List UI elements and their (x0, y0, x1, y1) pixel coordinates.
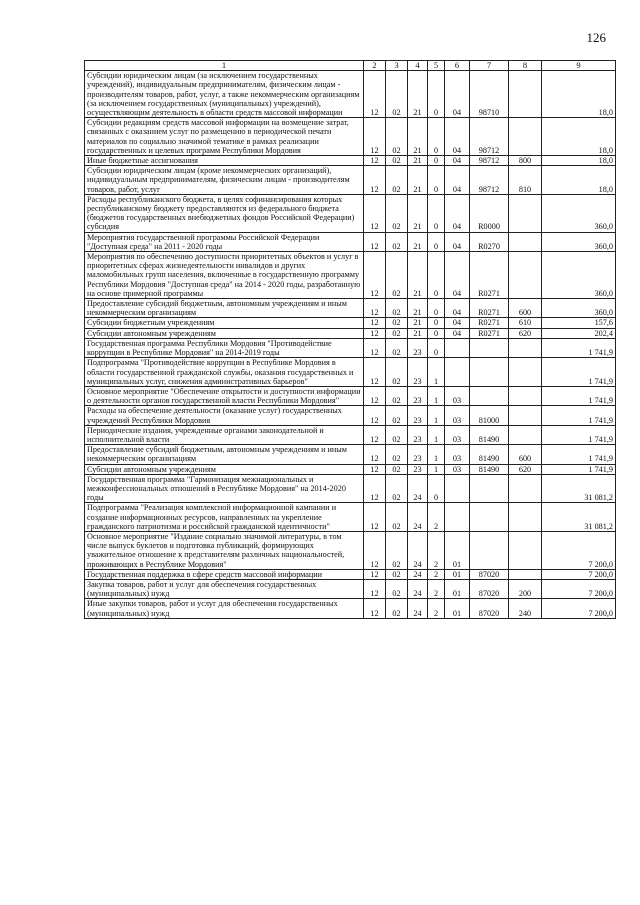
row-description: Основное мероприятие "Издание социально значимой литературы, в том числе выпуск буклетов и подготовка публикаций, формирующих уважительное отношение к представителям различных национальностей, проживающих в Республике Мордовия" (85, 531, 364, 569)
cell-col-9: 31 081,2 (542, 503, 616, 532)
cell-col-2: 12 (364, 531, 386, 569)
cell-col-8 (509, 194, 542, 232)
table-row (85, 358, 616, 387)
cell-col-3: 02 (386, 503, 408, 532)
table-row (85, 531, 616, 569)
cell-col-5: 0 (428, 166, 445, 195)
row-description: Расходы на обеспечение деятельности (оказание услуг) государственных учреждений Республики Мордовия (85, 406, 364, 425)
table-row (85, 252, 616, 299)
cell-col-6: 01 (445, 579, 470, 598)
cell-col-9: 157,6 (542, 318, 616, 328)
cell-col-3: 02 (386, 166, 408, 195)
cell-col-6: 03 (445, 386, 470, 405)
cell-col-6: 03 (445, 445, 470, 464)
cell-col-5: 0 (428, 118, 445, 156)
table-row (85, 299, 616, 318)
cell-col-4: 23 (408, 445, 428, 464)
table-row (85, 156, 616, 166)
row-description: Закупка товаров, работ и услуг для обеспечения государственных (муниципальных) нужд (85, 579, 364, 598)
cell-col-9: 360,0 (542, 299, 616, 318)
cell-col-7 (470, 338, 509, 357)
table-body (85, 71, 616, 619)
cell-col-4: 21 (408, 71, 428, 118)
table-row (85, 318, 616, 328)
cell-col-8 (509, 425, 542, 444)
cell-col-2: 12 (364, 445, 386, 464)
cell-col-9: 1 741,9 (542, 406, 616, 425)
table-row (85, 118, 616, 156)
table-row (85, 425, 616, 444)
row-description: Субсидии редакциям средств массовой информации на возмещение затрат, связанных с оказанием услуг по размещению в периодической печати материалов по социально значимой тематике в рамках реализации государственных и целевых программ Республики Мордовия (85, 118, 364, 156)
table-row (85, 232, 616, 251)
cell-col-7 (470, 531, 509, 569)
cell-col-7: R0270 (470, 232, 509, 251)
cell-col-6: 04 (445, 318, 470, 328)
table-row (85, 386, 616, 405)
row-description: Субсидии юридическим лицам (за исключением государственных учреждений), индивидуальным предпринимателям, физическим лицам - производителям товаров, работ, услуг, а также некоммерческим организациям (за исключением государственных (муниципальных) учреждений), осуществляющим деятельность в области средств массовой информации (85, 71, 364, 118)
column-header-7: 7 (470, 61, 509, 71)
cell-col-2: 12 (364, 232, 386, 251)
cell-col-7: R0271 (470, 318, 509, 328)
table-row (85, 474, 616, 503)
cell-col-3: 02 (386, 531, 408, 569)
cell-col-4: 24 (408, 531, 428, 569)
column-header-8: 8 (509, 61, 542, 71)
cell-col-7: 87020 (470, 569, 509, 579)
cell-col-8 (509, 358, 542, 387)
cell-col-4: 23 (408, 464, 428, 474)
table-row (85, 445, 616, 464)
row-description: Государственная программа Республики Мордовия "Противодействие коррупции в Республике Мордовия" на 2014-2019 годы (85, 338, 364, 357)
column-header-1: 1 (85, 61, 364, 71)
row-description: Иные закупки товаров, работ и услуг для обеспечения государственных (муниципальных) нужд (85, 599, 364, 618)
cell-col-5: 2 (428, 599, 445, 618)
cell-col-4: 23 (408, 338, 428, 357)
row-description: Предоставление субсидий бюджетным, автономным учреждениям и иным некоммерческим организациям (85, 299, 364, 318)
cell-col-6: 04 (445, 71, 470, 118)
cell-col-4: 21 (408, 194, 428, 232)
cell-col-3: 02 (386, 328, 408, 338)
cell-col-5: 0 (428, 328, 445, 338)
row-description: Основное мероприятие "Обеспечение открытости и доступности информации о деятельности органов государственной власти Республики Мордовия" (85, 386, 364, 405)
cell-col-9: 18,0 (542, 156, 616, 166)
cell-col-2: 12 (364, 328, 386, 338)
cell-col-9: 7 200,0 (542, 579, 616, 598)
row-description: Субсидии юридическим лицам (кроме некоммерческих организаций), индивидуальным предпринимателям, физическим лицам - производителям товаров, работ, услуг (85, 166, 364, 195)
cell-col-3: 02 (386, 318, 408, 328)
cell-col-9: 7 200,0 (542, 531, 616, 569)
cell-col-7: 87020 (470, 599, 509, 618)
cell-col-3: 02 (386, 464, 408, 474)
cell-col-2: 12 (364, 118, 386, 156)
row-description: Мероприятия государственной программы Российской Федерации "Доступная среда" на 2011 - 2020 годы (85, 232, 364, 251)
cell-col-6: 04 (445, 194, 470, 232)
cell-col-6 (445, 338, 470, 357)
cell-col-4: 21 (408, 299, 428, 318)
cell-col-6: 04 (445, 328, 470, 338)
cell-col-5: 0 (428, 318, 445, 328)
cell-col-3: 02 (386, 569, 408, 579)
cell-col-7: 81000 (470, 406, 509, 425)
cell-col-2: 12 (364, 252, 386, 299)
row-description: Предоставление субсидий бюджетным, автономным учреждениям и иным некоммерческим организациям (85, 445, 364, 464)
cell-col-9: 1 741,9 (542, 358, 616, 387)
cell-col-9: 360,0 (542, 194, 616, 232)
row-description: Иные бюджетные ассигнования (85, 156, 364, 166)
cell-col-3: 02 (386, 338, 408, 357)
cell-col-4: 24 (408, 569, 428, 579)
cell-col-8 (509, 531, 542, 569)
cell-col-8 (509, 252, 542, 299)
cell-col-6 (445, 358, 470, 387)
header-row (85, 61, 616, 71)
cell-col-2: 12 (364, 579, 386, 598)
cell-col-5: 1 (428, 386, 445, 405)
cell-col-4: 21 (408, 328, 428, 338)
cell-col-3: 02 (386, 232, 408, 251)
cell-col-3: 02 (386, 406, 408, 425)
cell-col-8 (509, 569, 542, 579)
cell-col-3: 02 (386, 299, 408, 318)
cell-col-2: 12 (364, 464, 386, 474)
cell-col-3: 02 (386, 474, 408, 503)
cell-col-5: 2 (428, 531, 445, 569)
cell-col-8: 240 (509, 599, 542, 618)
cell-col-2: 12 (364, 425, 386, 444)
cell-col-5: 0 (428, 338, 445, 357)
cell-col-9: 360,0 (542, 232, 616, 251)
cell-col-2: 12 (364, 599, 386, 618)
cell-col-9: 7 200,0 (542, 569, 616, 579)
cell-col-4: 24 (408, 474, 428, 503)
cell-col-3: 02 (386, 386, 408, 405)
cell-col-6: 04 (445, 252, 470, 299)
cell-col-9: 1 741,9 (542, 464, 616, 474)
cell-col-7: R0000 (470, 194, 509, 232)
cell-col-9: 1 741,9 (542, 338, 616, 357)
cell-col-2: 12 (364, 299, 386, 318)
table-row (85, 464, 616, 474)
cell-col-4: 21 (408, 232, 428, 251)
cell-col-9: 18,0 (542, 166, 616, 195)
cell-col-2: 12 (364, 569, 386, 579)
cell-col-4: 24 (408, 599, 428, 618)
cell-col-9: 360,0 (542, 252, 616, 299)
cell-col-6: 03 (445, 425, 470, 444)
cell-col-5: 0 (428, 252, 445, 299)
row-description: Субсидии бюджетным учреждениям (85, 318, 364, 328)
cell-col-7 (470, 503, 509, 532)
cell-col-6: 04 (445, 156, 470, 166)
row-description: Государственная программа "Гармонизация межнациональных и межконфессиональных отношений в Республике Мордовия" на 2014-2020 годы (85, 474, 364, 503)
page-number: 126 (586, 30, 606, 45)
cell-col-7: 81490 (470, 425, 509, 444)
cell-col-6 (445, 474, 470, 503)
cell-col-8: 610 (509, 318, 542, 328)
cell-col-2: 12 (364, 338, 386, 357)
cell-col-9: 18,0 (542, 71, 616, 118)
cell-col-3: 02 (386, 156, 408, 166)
cell-col-8: 600 (509, 445, 542, 464)
column-header-5: 5 (428, 61, 445, 71)
cell-col-6: 04 (445, 166, 470, 195)
cell-col-3: 02 (386, 445, 408, 464)
cell-col-5: 0 (428, 232, 445, 251)
cell-col-4: 21 (408, 156, 428, 166)
cell-col-4: 21 (408, 252, 428, 299)
cell-col-7: 98712 (470, 156, 509, 166)
budget-table (84, 60, 616, 619)
cell-col-5: 2 (428, 503, 445, 532)
cell-col-8 (509, 503, 542, 532)
cell-col-7: 98710 (470, 71, 509, 118)
table-row (85, 406, 616, 425)
cell-col-8 (509, 118, 542, 156)
row-description: Расходы республиканского бюджета, в целях софинансирования которых республиканскому бюджету предоставляются из федерального бюджета (бюджетов государственных внебюджетных фондов Российской Федерации) субсидия (85, 194, 364, 232)
row-description: Подпрограмма "Реализация комплексной информационной кампании и создание информационных ресурсов, направленных на укрепление гражданского патриотизма и российской гражданской идентичности" (85, 503, 364, 532)
cell-col-8: 800 (509, 156, 542, 166)
cell-col-6: 01 (445, 531, 470, 569)
row-description: Субсидии автономным учреждениям (85, 328, 364, 338)
cell-col-5: 0 (428, 299, 445, 318)
cell-col-8: 200 (509, 579, 542, 598)
cell-col-9: 1 741,9 (542, 386, 616, 405)
column-header-4: 4 (408, 61, 428, 71)
cell-col-4: 21 (408, 118, 428, 156)
cell-col-9: 1 741,9 (542, 425, 616, 444)
row-description: Субсидии автономным учреждениям (85, 464, 364, 474)
cell-col-5: 1 (428, 358, 445, 387)
cell-col-2: 12 (364, 166, 386, 195)
cell-col-2: 12 (364, 156, 386, 166)
cell-col-6: 01 (445, 599, 470, 618)
table-row (85, 194, 616, 232)
cell-col-7: 81490 (470, 464, 509, 474)
cell-col-8 (509, 386, 542, 405)
cell-col-2: 12 (364, 474, 386, 503)
table-row (85, 503, 616, 532)
cell-col-8: 620 (509, 328, 542, 338)
cell-col-4: 21 (408, 318, 428, 328)
table-row (85, 338, 616, 357)
cell-col-6: 03 (445, 464, 470, 474)
cell-col-7 (470, 386, 509, 405)
column-header-9: 9 (542, 61, 616, 71)
cell-col-3: 02 (386, 425, 408, 444)
cell-col-6: 04 (445, 299, 470, 318)
cell-col-9: 1 741,9 (542, 445, 616, 464)
table-row (85, 569, 616, 579)
cell-col-8: 810 (509, 166, 542, 195)
cell-col-5: 0 (428, 156, 445, 166)
cell-col-2: 12 (364, 194, 386, 232)
row-description: Периодические издания, учрежденные органами законодательной и исполнительной власти (85, 425, 364, 444)
cell-col-3: 02 (386, 252, 408, 299)
cell-col-9: 31 081,2 (542, 474, 616, 503)
cell-col-2: 12 (364, 406, 386, 425)
cell-col-8 (509, 71, 542, 118)
cell-col-8 (509, 406, 542, 425)
cell-col-4: 23 (408, 406, 428, 425)
cell-col-6 (445, 503, 470, 532)
cell-col-4: 23 (408, 386, 428, 405)
cell-col-7: R0271 (470, 299, 509, 318)
cell-col-5: 0 (428, 474, 445, 503)
cell-col-2: 12 (364, 358, 386, 387)
table-row (85, 71, 616, 118)
column-header-6: 6 (445, 61, 470, 71)
cell-col-5: 2 (428, 579, 445, 598)
cell-col-5: 0 (428, 194, 445, 232)
cell-col-7 (470, 358, 509, 387)
cell-col-2: 12 (364, 503, 386, 532)
cell-col-9: 18,0 (542, 118, 616, 156)
cell-col-7: 81490 (470, 445, 509, 464)
table-row (85, 579, 616, 598)
cell-col-3: 02 (386, 358, 408, 387)
cell-col-6: 04 (445, 232, 470, 251)
cell-col-8: 600 (509, 299, 542, 318)
cell-col-2: 12 (364, 386, 386, 405)
cell-col-3: 02 (386, 599, 408, 618)
cell-col-8 (509, 232, 542, 251)
cell-col-7 (470, 474, 509, 503)
cell-col-6: 04 (445, 118, 470, 156)
cell-col-4: 24 (408, 503, 428, 532)
cell-col-3: 02 (386, 71, 408, 118)
cell-col-2: 12 (364, 318, 386, 328)
cell-col-4: 23 (408, 425, 428, 444)
row-description: Государственная поддержка в сфере средств массовой информации (85, 569, 364, 579)
cell-col-5: 1 (428, 464, 445, 474)
cell-col-8 (509, 338, 542, 357)
cell-col-6: 01 (445, 569, 470, 579)
cell-col-3: 02 (386, 579, 408, 598)
cell-col-7: 98712 (470, 166, 509, 195)
cell-col-5: 1 (428, 406, 445, 425)
cell-col-4: 24 (408, 579, 428, 598)
cell-col-7: 98712 (470, 118, 509, 156)
cell-col-7: R0271 (470, 252, 509, 299)
row-description: Мероприятия по обеспечению доступности приоритетных объектов и услуг в приоритетных сферах жизнедеятельности инвалидов и других маломобильных групп населения, включенные в государственную программу Республики Мордовия "Доступная среда" на 2014 - 2020 годы, разработанную на основе примерной программы (85, 252, 364, 299)
cell-col-7: 87020 (470, 579, 509, 598)
cell-col-2: 12 (364, 71, 386, 118)
table-row (85, 166, 616, 195)
cell-col-9: 7 200,0 (542, 599, 616, 618)
cell-col-5: 1 (428, 445, 445, 464)
cell-col-5: 2 (428, 569, 445, 579)
cell-col-4: 21 (408, 166, 428, 195)
cell-col-6: 03 (445, 406, 470, 425)
table-row (85, 328, 616, 338)
column-header-2: 2 (364, 61, 386, 71)
cell-col-5: 0 (428, 71, 445, 118)
column-header-3: 3 (386, 61, 408, 71)
cell-col-7: R0271 (470, 328, 509, 338)
cell-col-3: 02 (386, 118, 408, 156)
table-row (85, 599, 616, 618)
cell-col-3: 02 (386, 194, 408, 232)
cell-col-8 (509, 474, 542, 503)
cell-col-4: 23 (408, 358, 428, 387)
row-description: Подпрограмма "Противодействие коррупции в Республике Мордовия в области государственной гражданской службы, оказания государственных и муниципальных услуг, снижения административных барьеров" (85, 358, 364, 387)
cell-col-9: 202,4 (542, 328, 616, 338)
cell-col-8: 620 (509, 464, 542, 474)
cell-col-5: 1 (428, 425, 445, 444)
